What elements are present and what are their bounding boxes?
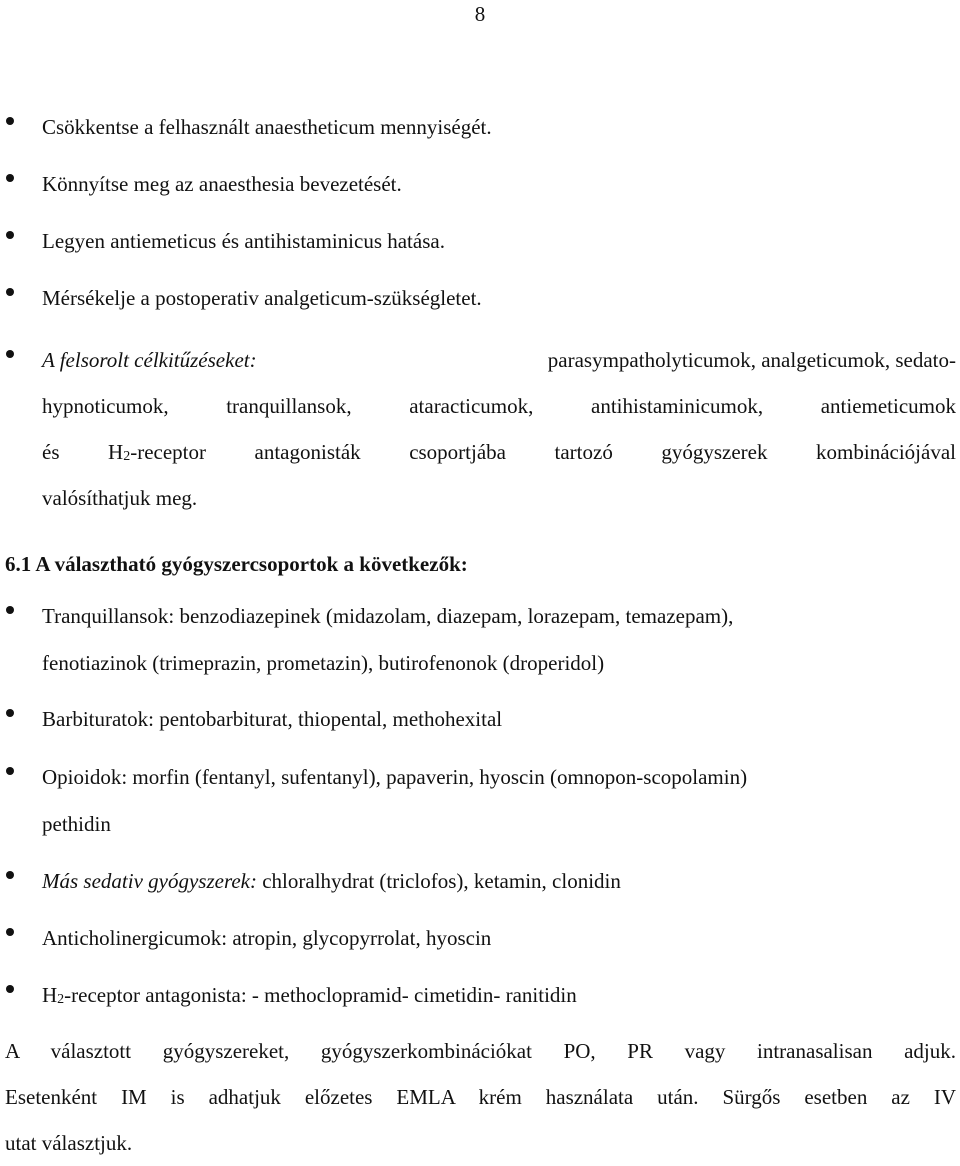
bullet-icon bbox=[6, 985, 14, 993]
page-number: 8 bbox=[474, 2, 486, 26]
bullet-icon bbox=[6, 709, 14, 717]
goal-item-2 bbox=[42, 165, 956, 203]
goal-text-3: Legyen antiemeticus és antihistaminicus hatása. bbox=[42, 229, 445, 253]
summary-line-4: valósíthatjuk meg. bbox=[42, 486, 198, 510]
closing-line-3: utat választjuk. bbox=[5, 1131, 133, 1155]
goal-item-1 bbox=[42, 108, 956, 146]
bullet-icon bbox=[6, 117, 14, 125]
tranq-line-1: Tranquillansok: benzodiazepinek (midazolam, diazepam, lorazepam, temazepam), bbox=[42, 604, 734, 628]
summary-line-3 bbox=[42, 433, 956, 471]
goal-text-1: Csökkentse a felhasznált anaestheticum mennyiségét. bbox=[42, 115, 492, 139]
group-item-tranquillansok bbox=[42, 597, 956, 682]
bullet-icon bbox=[6, 767, 14, 775]
opioid-line-2: pethidin bbox=[42, 812, 111, 836]
sedatives-label: Más sedativ gyógyszerek: bbox=[42, 869, 257, 893]
group-item-h2 bbox=[42, 976, 956, 1014]
bullet-icon bbox=[6, 350, 14, 358]
summary-line-1 bbox=[42, 341, 956, 379]
section-heading: 6.1 A választható gyógyszercsoportok a következők: bbox=[5, 552, 468, 576]
group-item-barbituratok bbox=[42, 700, 956, 738]
bullet-icon bbox=[6, 928, 14, 936]
summary-italic-lead: A felsorolt célkitűzéseket: bbox=[42, 348, 257, 372]
bullet-icon bbox=[6, 288, 14, 296]
bullet-icon bbox=[6, 871, 14, 879]
summary-line-2: hypnoticumok, tranquillansok, ataracticumok, antihistaminicumok, antiemeticumok bbox=[42, 394, 956, 418]
summary-line-3-sub: 2 bbox=[123, 449, 131, 464]
h2-text-sub: 2 bbox=[57, 992, 65, 1007]
barbiturates-text: Barbituratok: pentobarbiturat, thiopental, methohexital bbox=[42, 707, 503, 731]
group-item-sedatives bbox=[42, 862, 956, 900]
summary-line-1-rest: parasympatholyticumok, analgeticumok, sedato- bbox=[547, 348, 956, 372]
summary-line-3-b: -receptor antagonisták csoportjába tartozó gyógyszerek kombinációjával bbox=[130, 440, 956, 464]
bullet-icon bbox=[6, 606, 14, 614]
h2-text-b: -receptor antagonista: - methoclopramid- cimetidin- ranitidin bbox=[64, 983, 577, 1007]
bullet-icon bbox=[6, 231, 14, 239]
goal-text-4: Mérsékelje a postoperativ analgeticum-szükségletet. bbox=[42, 286, 482, 310]
h2-text bbox=[42, 976, 956, 1014]
sedatives-rest: chloralhydrat (triclofos), ketamin, clonidin bbox=[256, 869, 621, 893]
closing-line-2: Esetenként IM is adhatjuk előzetes EMLA krém használata után. Sürgős esetben az IV bbox=[5, 1085, 956, 1109]
bullet-icon bbox=[6, 174, 14, 182]
group-item-opioidok bbox=[42, 758, 956, 843]
closing-paragraph bbox=[5, 1028, 956, 1166]
anticholinergics-text: Anticholinergicumok: atropin, glycopyrrolat, hyoscin bbox=[42, 926, 492, 950]
tranq-line-2: fenotiazinok (trimeprazin, prometazin), butirofenonok (droperidol) bbox=[42, 651, 605, 675]
closing-line-1: A választott gyógyszereket, gyógyszerkombinációkat PO, PR vagy intranasalisan adjuk. bbox=[5, 1039, 956, 1063]
group-item-anticholinergics bbox=[42, 919, 956, 957]
opioid-line-1: Opioidok: morfin (fentanyl, sufentanyl), papaverin, hyoscin (omnopon-scopolamin) bbox=[42, 765, 748, 789]
summary-item bbox=[42, 341, 956, 517]
goal-text-2: Könnyítse meg az anaesthesia bevezetését. bbox=[42, 172, 402, 196]
sedatives-text bbox=[42, 862, 956, 900]
summary-line-3-a: és H bbox=[42, 440, 124, 464]
h2-text-a: H bbox=[42, 983, 58, 1007]
goal-item-3 bbox=[42, 222, 956, 260]
goal-item-4 bbox=[42, 279, 956, 317]
